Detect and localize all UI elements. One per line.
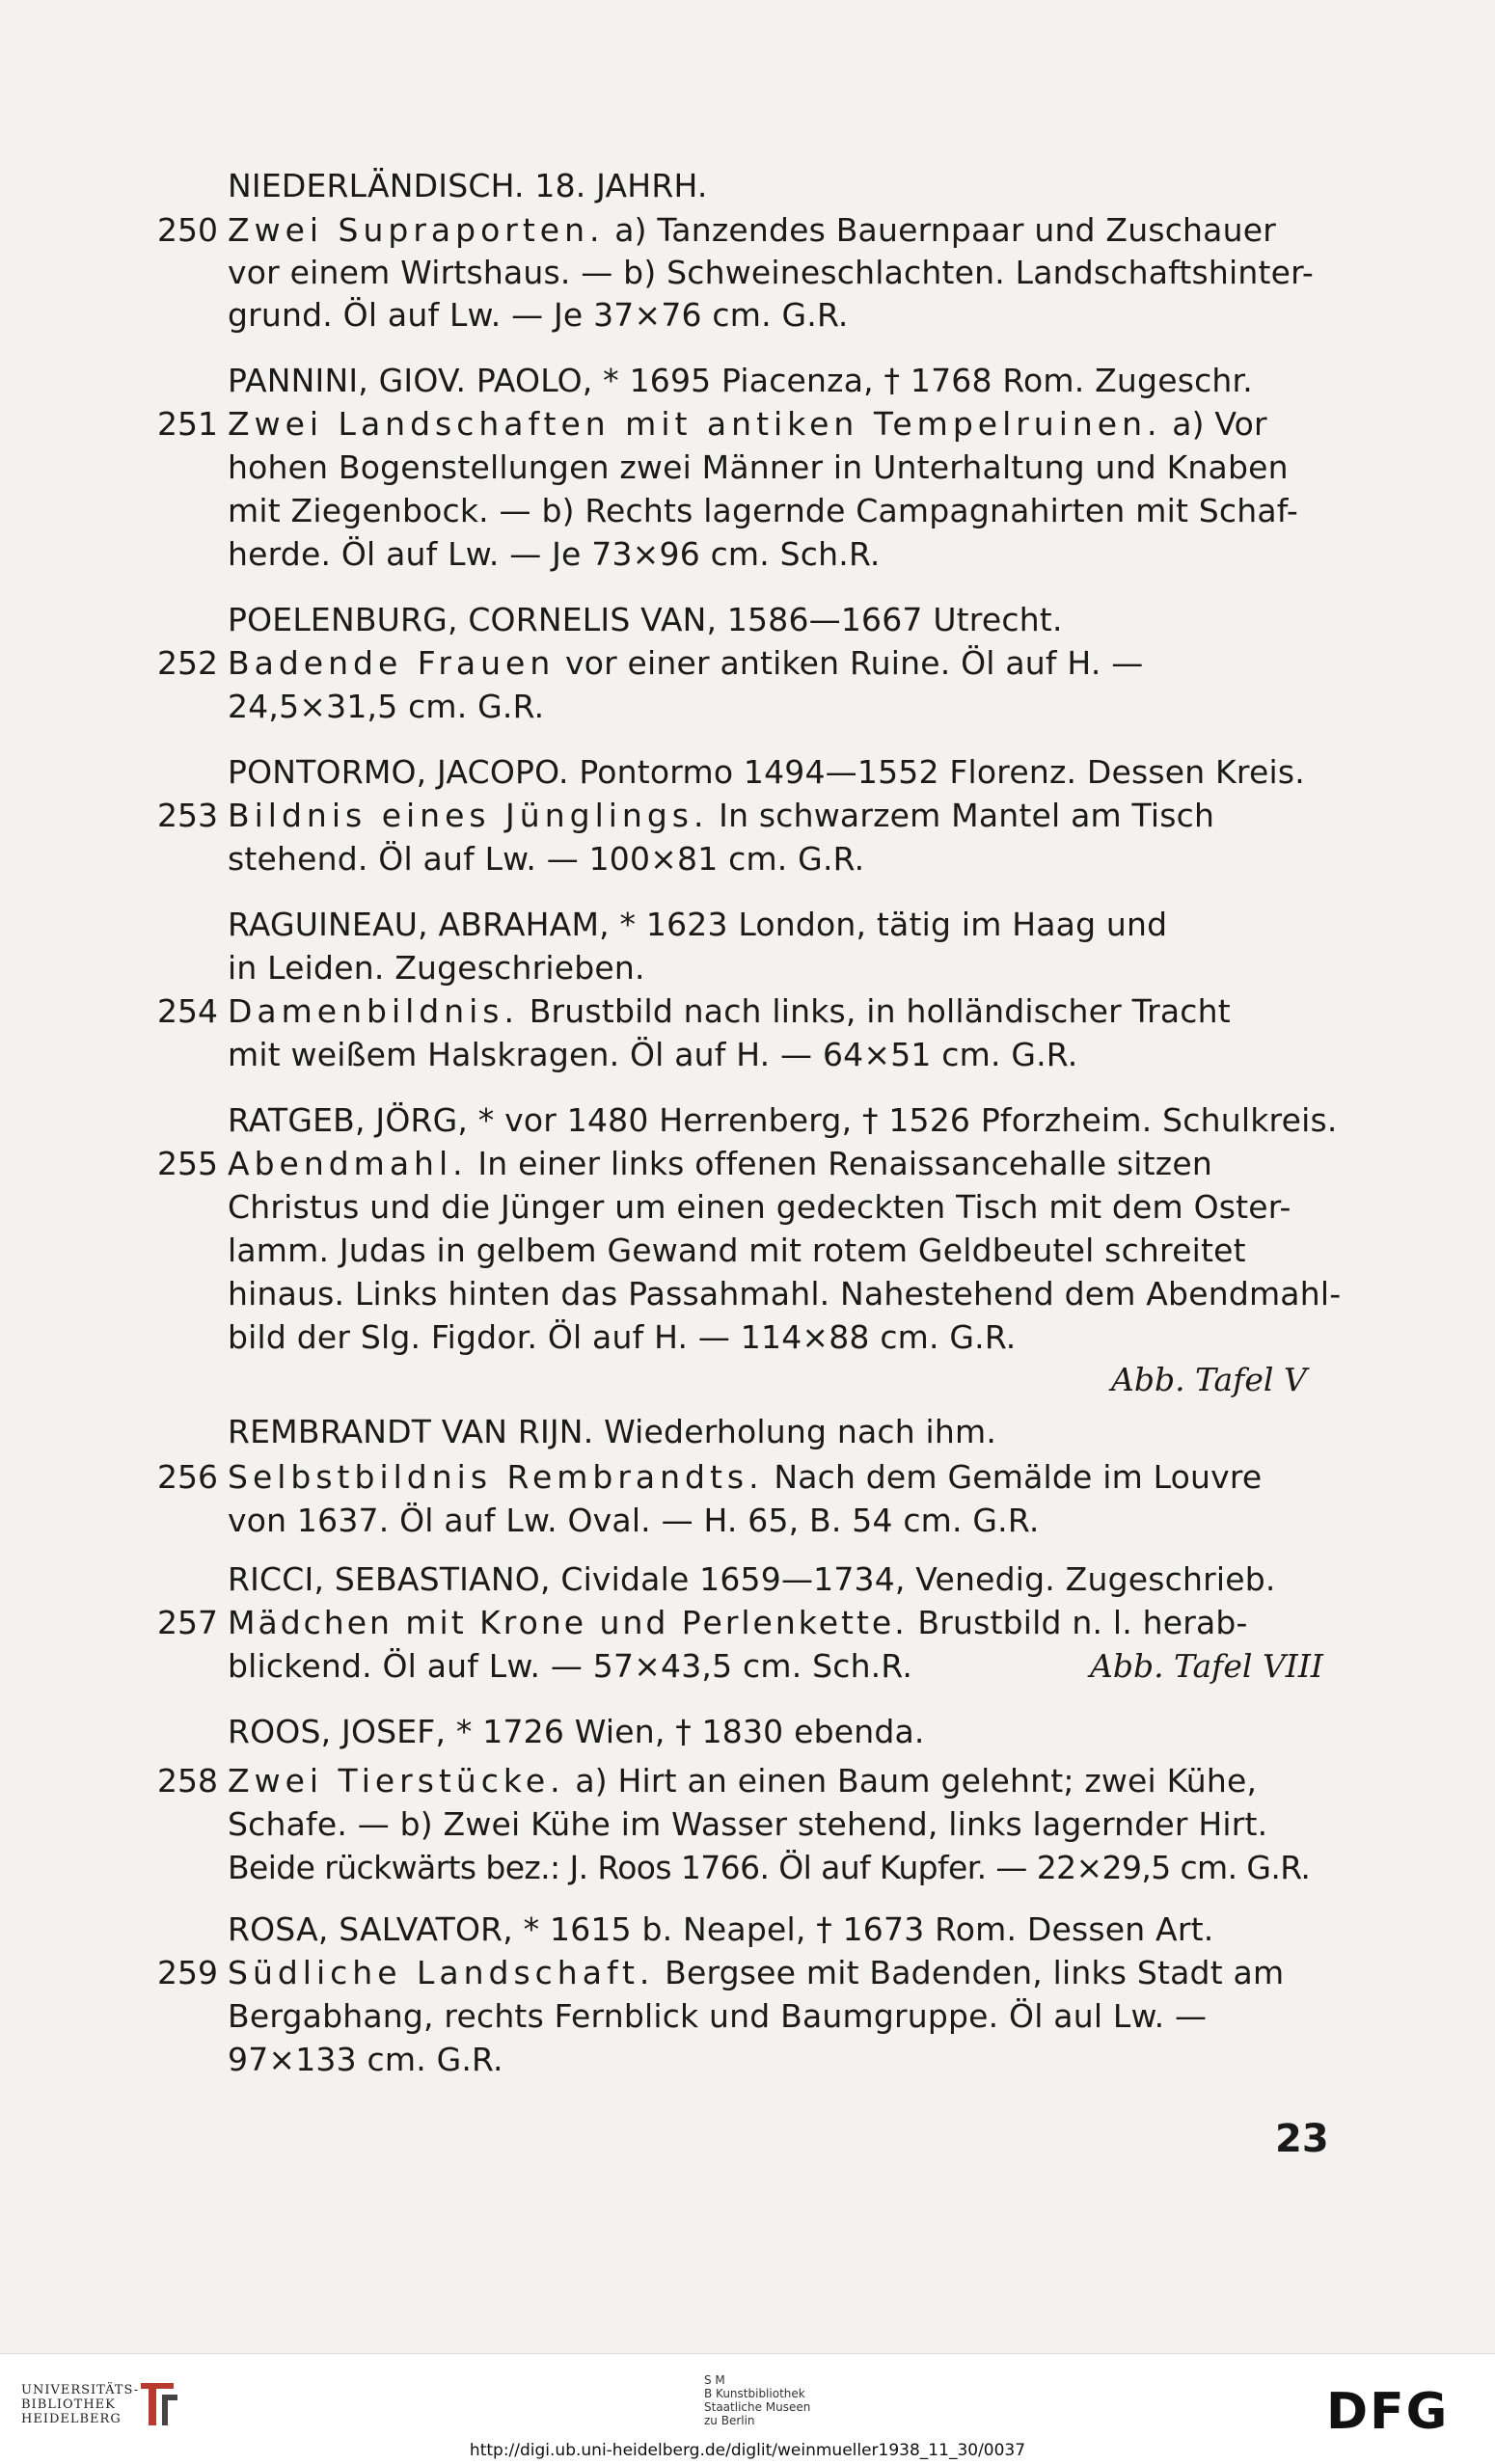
heidelberg-library-logo[interactable] xyxy=(21,2383,139,2426)
lot-title: Damenbildnis. xyxy=(228,992,519,1030)
lot-first-line xyxy=(228,1953,1284,1993)
lot-first-line xyxy=(228,1144,1212,1184)
lot-text: herde. Öl auf Lw. — Je 73×96 cm. Sch.R. xyxy=(228,535,881,573)
library-name-line: UNIVERSITÄTS- xyxy=(21,2383,140,2397)
lot-title: Mädchen mit Krone und Perlenkette. xyxy=(228,1604,908,1641)
kb-line: B Kunstbibliothek xyxy=(704,2387,805,2400)
kb-line: zu Berlin xyxy=(704,2414,755,2427)
lot-text: Christus und die Jünger um einen gedeckten Tisch mit dem Oster- xyxy=(228,1188,1291,1226)
permalink-url[interactable]: http://digi.ub.uni-heidelberg.de/diglit/weinmueller1938_11_30/0037 xyxy=(469,2441,1026,2460)
lot-number: 256 xyxy=(157,1458,218,1496)
artist-heading: POELENBURG, CORNELIS VAN, 1586—1667 Utrecht. xyxy=(228,601,1063,638)
lot-text: a) Hirt an einen Baum gelehnt; zwei Kühe, xyxy=(564,1762,1258,1800)
lot-first-line xyxy=(228,796,1214,836)
artist-heading: ROSA, SALVATOR, * 1615 b. Neapel, † 1673 Rom. Dessen Art. xyxy=(228,1910,1214,1948)
artist-heading: RATGEB, JÖRG, * vor 1480 Herrenberg, † 1526 Pforzheim. Schulkreis. xyxy=(228,1101,1338,1139)
artist-heading: ROOS, JOSEF, * 1726 Wien, † 1830 ebenda. xyxy=(228,1713,925,1750)
lot-title: Südliche Landschaft. xyxy=(228,1954,655,1991)
lot-title: Badende Frauen xyxy=(228,644,556,682)
lot-number: 253 xyxy=(157,797,218,834)
lot-text: von 1637. Öl auf Lw. Oval. — H. 65, B. 54 cm. G.R. xyxy=(228,1502,1040,1539)
lot-first-line xyxy=(228,1603,1248,1643)
lot-number: 252 xyxy=(157,644,218,682)
lot-text: a) Tanzendes Bauernpaar und Zuschauer xyxy=(604,211,1276,249)
lot-text: Bergabhang, rechts Fernblick und Baumgruppe. Öl aul Lw. — xyxy=(228,1997,1208,2035)
kb-line: S M xyxy=(704,2373,725,2387)
lot-text: mit weißem Halskragen. Öl auf H. — 64×51 cm. G.R. xyxy=(228,1036,1078,1073)
lot-title: Selbstbildnis Rembrandts. xyxy=(228,1458,764,1496)
lot-text: mit Ziegenbock. — b) Rechts lagernde Campagnahirten mit Schaf- xyxy=(228,492,1298,529)
lot-number: 257 xyxy=(157,1604,218,1641)
lot-text: a) Vor xyxy=(1161,405,1267,443)
dfg-logo[interactable]: DFG xyxy=(1326,2383,1450,2441)
lot-number: 255 xyxy=(157,1145,218,1182)
lot-title: Zwei Supraporten. xyxy=(228,211,605,249)
lot-first-line xyxy=(228,210,1276,251)
artist-heading: RAGUINEAU, ABRAHAM, * 1623 London, tätig im Haag und xyxy=(228,906,1168,943)
lot-number: 254 xyxy=(157,992,218,1030)
lot-title: Abendmahl. xyxy=(228,1145,468,1182)
lot-first-line xyxy=(228,1457,1262,1498)
lot-text: In schwarzem Mantel am Tisch xyxy=(708,797,1215,834)
lot-number: 250 xyxy=(157,211,218,249)
lot-text: Nach dem Gemälde im Louvre xyxy=(763,1458,1263,1496)
artist-heading: RICCI, SEBASTIANO, Cividale 1659—1734, Venedig. Zugeschrieb. xyxy=(228,1560,1276,1598)
lot-text: stehend. Öl auf Lw. — 100×81 cm. G.R. xyxy=(228,840,865,878)
lot-text: hinaus. Links hinten das Passahmahl. Nahestehend dem Abendmahl- xyxy=(228,1275,1342,1313)
kunstbibliothek-logo[interactable] xyxy=(704,2373,810,2427)
lot-first-line xyxy=(228,991,1231,1032)
lot-text: Bergsee mit Badenden, links Stadt am xyxy=(654,1954,1285,1991)
kb-line: Staatliche Museen xyxy=(704,2400,811,2414)
artist-heading: PONTORMO, JACOPO. Pontormo 1494—1552 Florenz. Dessen Kreis. xyxy=(228,753,1305,791)
plate-reference: Abb. Tafel VIII xyxy=(1090,1647,1323,1685)
artist-heading: PANNINI, GIOV. PAOLO, * 1695 Piacenza, † 1768 Rom. Zugeschr. xyxy=(228,362,1253,399)
lot-text: bild der Slg. Figdor. Öl auf H. — 114×88 cm. G.R. xyxy=(228,1318,1017,1356)
lot-first-line xyxy=(228,1761,1257,1801)
library-name-line: BIBLIOTHEK xyxy=(21,2397,116,2412)
lot-text: Brustbild nach links, in holländischer Tracht xyxy=(519,992,1231,1030)
artist-heading: REMBRANDT VAN RIJN. Wiederholung nach ihm. xyxy=(228,1413,997,1450)
lot-number: 259 xyxy=(157,1954,218,1991)
footer-bar xyxy=(0,2353,1495,2464)
lot-text: In einer links offenen Renaissancehalle sitzen xyxy=(467,1145,1212,1182)
lot-text: grund. Öl auf Lw. — Je 37×76 cm. G.R. xyxy=(228,296,849,334)
lot-title: Zwei Landschaften mit antiken Tempelruinen. xyxy=(228,405,1162,443)
lot-text: blickend. Öl auf Lw. — 57×43,5 cm. Sch.R. xyxy=(228,1647,913,1685)
lot-text: 97×133 cm. G.R. xyxy=(228,2041,503,2078)
library-name-line: HEIDELBERG xyxy=(21,2412,122,2426)
lot-first-line xyxy=(228,404,1267,445)
lot-text: vor einem Wirtshaus. — b) Schweineschlachten. Landschaftshinter- xyxy=(228,254,1314,291)
section-heading: NIEDERLÄNDISCH. 18. JAHRH. xyxy=(228,167,708,204)
lot-text: hohen Bogenstellungen zwei Männer in Unterhaltung und Knaben xyxy=(228,448,1289,486)
lot-text: Brustbild n. l. herab- xyxy=(907,1604,1248,1641)
lot-text: vor einer antiken Ruine. Öl auf H. — xyxy=(555,644,1144,682)
plate-reference: Abb. Tafel V xyxy=(1111,1361,1307,1398)
lot-first-line xyxy=(228,643,1143,684)
lot-number: 258 xyxy=(157,1762,218,1800)
lot-number: 251 xyxy=(157,405,218,443)
lot-title: Bildnis eines Jünglings. xyxy=(228,797,709,834)
lot-title: Zwei Tierstücke. xyxy=(228,1762,565,1800)
heidelberg-emblem-icon xyxy=(135,2375,183,2433)
lot-text: Beide rückwärts bez.: J. Roos 1766. Öl auf Kupfer. — 22×29,5 cm. G.R. xyxy=(228,1849,1311,1886)
lot-text: lamm. Judas in gelbem Gewand mit rotem Geldbeutel schreitet xyxy=(228,1232,1246,1269)
artist-heading-continued: in Leiden. Zugeschrieben. xyxy=(228,949,645,987)
lot-text: Schafe. — b) Zwei Kühe im Wasser stehend, links lagernder Hirt. xyxy=(228,1805,1268,1843)
lot-text: 24,5×31,5 cm. G.R. xyxy=(228,688,545,725)
page-number: 23 xyxy=(1275,2117,1329,2161)
